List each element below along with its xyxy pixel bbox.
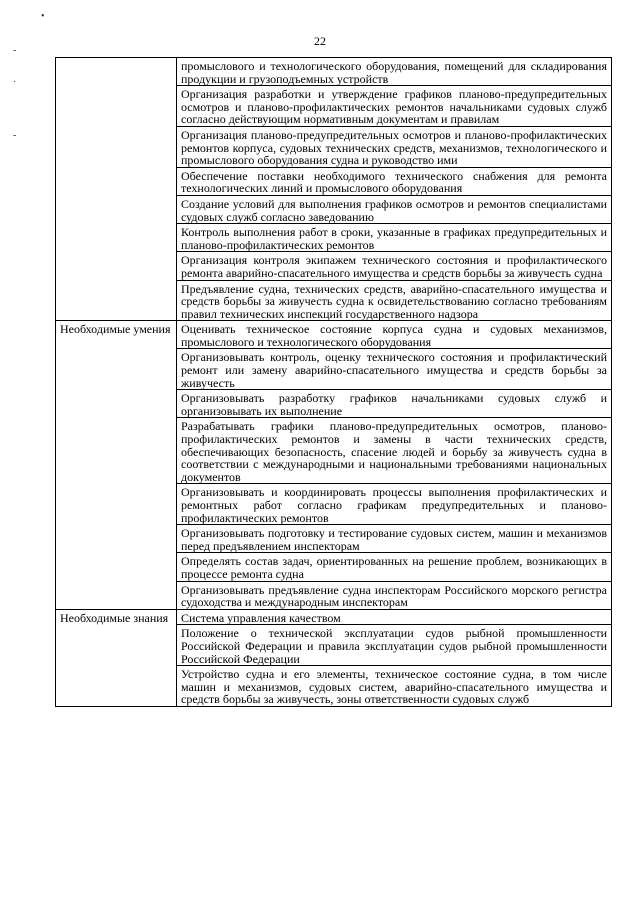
item-text: Организовывать предъявление судна инспекторам Российского морского регистра судоходства и международным инспекторам [177, 581, 612, 609]
section-label: Необходимые знания [56, 609, 177, 706]
item-text: Определять состав задач, ориентированных на решение проблем, возникающих в процессе ремонта судна [177, 553, 612, 581]
item-text: Организовывать разработку графиков начальниками судовых служб и организовывать их выполнение [177, 390, 612, 418]
item-text: Организовывать и координировать процессы выполнения профилактических и ремонтных работ согласно графикам предупредительных и планово-профилактических ремонтов [177, 484, 612, 525]
item-text: Оценивать техническое состояние корпуса судна и судовых механизмов, промыслового и технологического оборудования [177, 321, 612, 349]
item-text: Система управления качеством [177, 609, 612, 625]
item-text: Контроль выполнения работ в сроки, указанные в графиках предупредительных и планово-профилактических ремонтов [177, 224, 612, 252]
page-number: 22 [314, 34, 326, 48]
table-row [56, 321, 612, 349]
section-label [56, 58, 177, 321]
table-row [56, 58, 612, 86]
item-text: Организовывать подготовку и тестирование судовых систем, машин и механизмов перед предъявлением инспекторам [177, 525, 612, 553]
item-text: Организация контроля экипажем технического состояния и профилактического ремонта аварийно-спасательного имущества и средств борьбы за живучесть судна [177, 252, 612, 280]
scan-mark-dot: • [41, 11, 45, 22]
item-text: Предъявление судна, технических средств, аварийно-спасательного имущества и средств борьбы за живучесть судна к освидетельствованию согласно требованиям правил технических инспекций государственного надзора [177, 280, 612, 321]
section-label: Необходимые умения [56, 321, 177, 609]
item-text: Организация разработки и утверждение графиков планово-предупредительных осмотров и планово-профилактических ремонтов начальниками судовых служб согласно действующим нормативным документам и правилам [177, 86, 612, 127]
item-text: промыслового и технологического оборудования, помещений для складирования продукции и грузоподъемных устройств [177, 58, 612, 86]
item-text: Положение о технической эксплуатации судов рыбной промышленности Российской Федерации и правила эксплуатации судов рыбной промышленности Российской Федерации [177, 625, 612, 666]
item-text: Разрабатывать графики планово-предупредительных осмотров, планово-профилактических ремонтов и замены в части технических средств, обеспечивающих безопасность, спасение людей и борьбу за живучесть судна в соответствии с международными и национальными требованиями национальных документов [177, 418, 612, 484]
item-text: Устройство судна и его элементы, техническое состояние судна, в том числе машин и механизмов, судовых систем, аварийно-спасательного имущества и средств борьбы за живучесть, зоны ответственности судовых служб [177, 666, 612, 707]
table-row [56, 609, 612, 625]
scan-mark-dot: · [13, 77, 17, 88]
scan-mark-dash: - [13, 130, 17, 141]
item-text: Создание условий для выполнения графиков осмотров и ремонтов специалистами судовых служб согласно заведованию [177, 195, 612, 223]
item-text: Обеспечение поставки необходимого технического снабжения для ремонта технологических линий и промыслового оборудования [177, 167, 612, 195]
item-text: Организация планово-предупредительных осмотров и планово-профилактических ремонтов корпуса, судовых технических средств, механизмов, технологического и промыслового оборудования судна и руководство ими [177, 126, 612, 167]
scan-mark-dash: - [13, 45, 17, 56]
competency-table [55, 57, 612, 707]
item-text: Организовывать контроль, оценку технического состояния и профилактический ремонт или замену аварийно-спасательного имущества и средств борьбы за живучесть [177, 349, 612, 390]
